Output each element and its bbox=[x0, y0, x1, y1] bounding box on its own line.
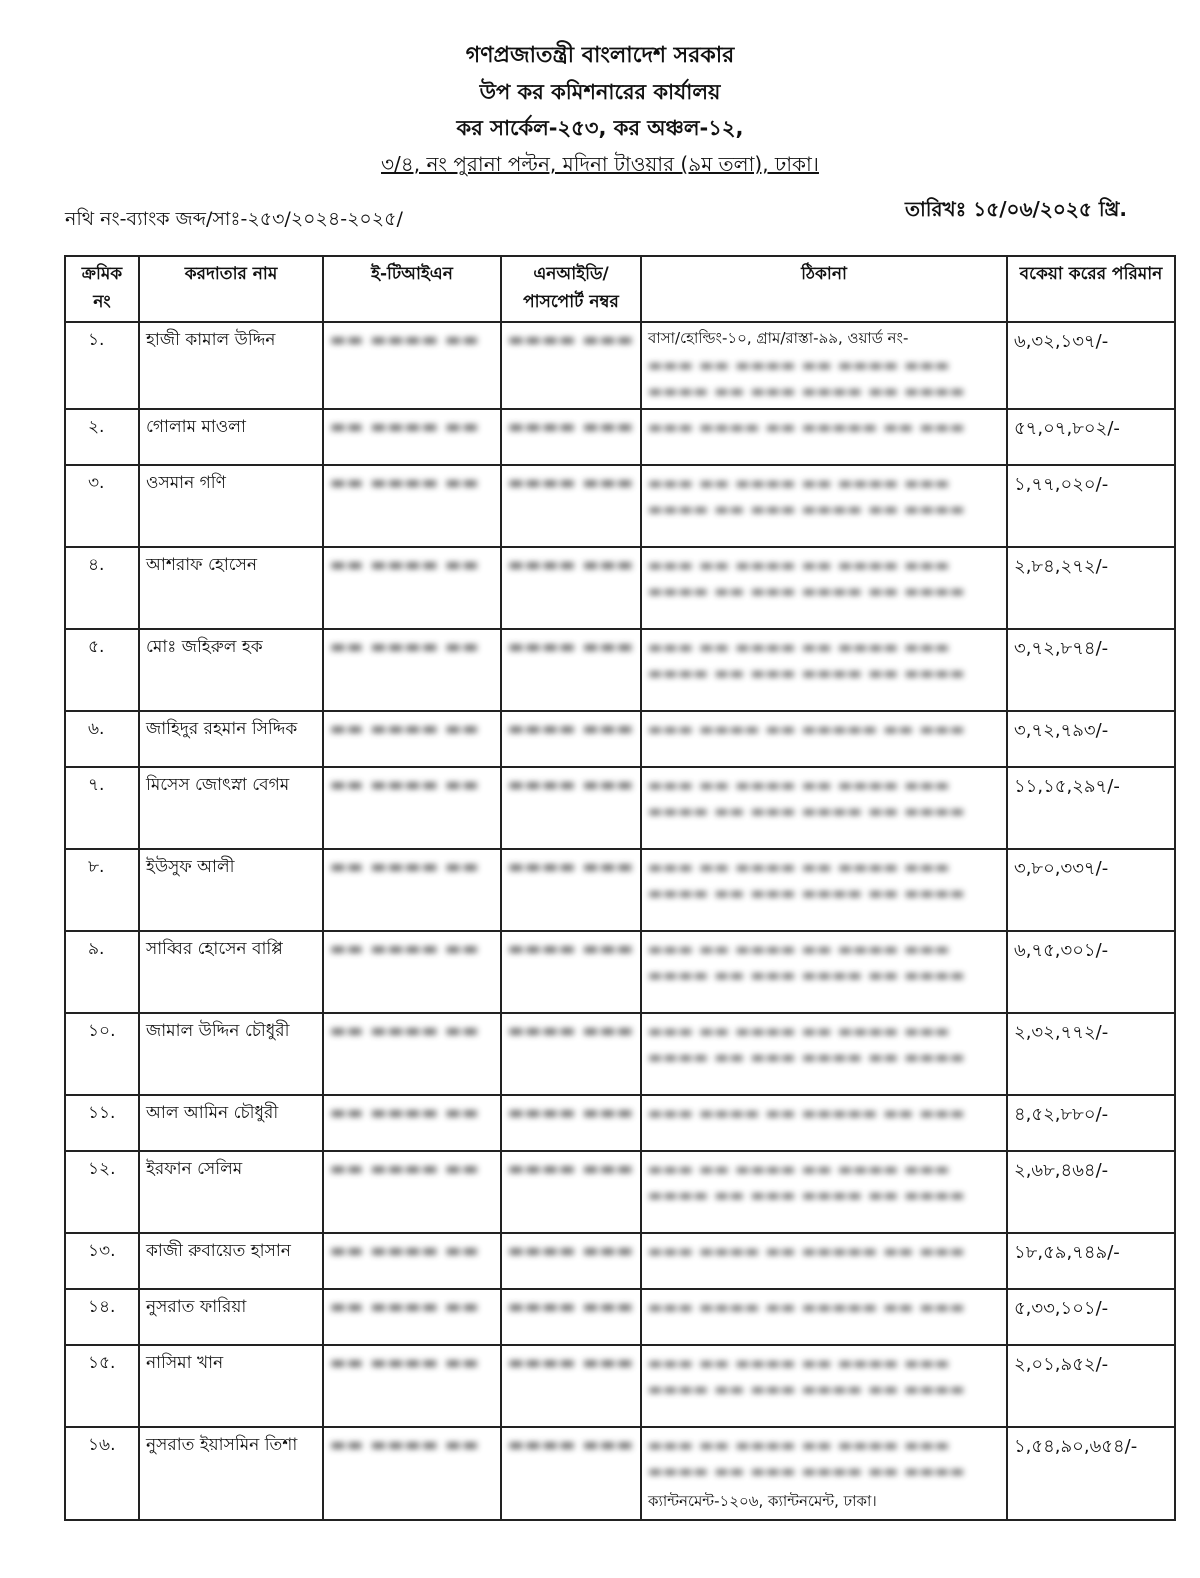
redacted-tin-value: ▬▬ ▬▬▬▬ ▬▬ bbox=[330, 719, 480, 739]
redacted-nid bbox=[501, 711, 641, 767]
redacted-tin-value: ▬▬ ▬▬▬▬ ▬▬ bbox=[330, 1021, 480, 1041]
taxpayer-address bbox=[641, 1233, 1007, 1289]
redacted-nid-value: ▬▬▬▬ ▬▬▬ bbox=[508, 1435, 634, 1455]
redacted-nid-value: ▬▬▬▬ ▬▬▬ bbox=[508, 555, 634, 575]
row-serial: ৪. bbox=[65, 547, 139, 629]
redacted-nid-value: ▬▬▬▬ ▬▬▬ bbox=[508, 417, 634, 437]
taxpayer-name: গোলাম মাওলা bbox=[139, 409, 323, 465]
redacted-address: ▬▬▬ ▬▬ ▬▬▬▬ ▬▬ ▬▬▬▬ ▬▬▬ ▬▬▬▬ ▬▬ ▬▬▬ ▬▬▬▬ ▬▬ ▬▬▬▬ bbox=[648, 776, 966, 820]
taxpayer-address bbox=[641, 931, 1007, 1013]
redacted-address: ▬▬▬ ▬▬▬▬ ▬▬ ▬▬▬▬▬ ▬▬ ▬▬▬ bbox=[648, 1298, 966, 1316]
table-row bbox=[65, 1427, 1175, 1520]
address-visible-part: বাসা/হোল্ডিং-১০, গ্রাম/রাস্তা-৯৯, ওয়ার্ড নং- bbox=[648, 329, 909, 347]
table-row bbox=[65, 1095, 1175, 1151]
row-serial: ১. bbox=[65, 322, 139, 409]
arrears-amount: ৫৭,০৭,৮০২/- bbox=[1007, 409, 1175, 465]
office-address: ৩/৪, নং পুরানা পল্টন, মদিনা টাওয়ার (৯ম তলা), ঢাকা। bbox=[381, 152, 819, 176]
arrears-amount: ১৮,৫৯,৭৪৯/- bbox=[1007, 1233, 1175, 1289]
redacted-address: ▬▬▬ ▬▬ ▬▬▬▬ ▬▬ ▬▬▬▬ ▬▬▬ ▬▬▬▬ ▬▬ ▬▬▬ ▬▬▬▬ ▬▬ ▬▬▬▬ bbox=[648, 474, 966, 518]
document-header bbox=[0, 38, 1200, 182]
table-row bbox=[65, 322, 1175, 409]
redacted-nid-value: ▬▬▬▬ ▬▬▬ bbox=[508, 775, 634, 795]
taxpayer-name: আল আমিন চৌধুরী bbox=[139, 1095, 323, 1151]
taxpayer-address bbox=[641, 1095, 1007, 1151]
redacted-tin bbox=[323, 547, 501, 629]
header-name: করদাতার নাম bbox=[139, 256, 323, 322]
redacted-nid bbox=[501, 1095, 641, 1151]
table-row bbox=[65, 629, 1175, 711]
office-title: উপ কর কমিশনারের কার্যালয় bbox=[479, 80, 721, 104]
redacted-tin bbox=[323, 465, 501, 547]
redacted-nid bbox=[501, 1013, 641, 1095]
redacted-tin bbox=[323, 629, 501, 711]
redacted-tin bbox=[323, 711, 501, 767]
taxpayer-name: মোঃ জহিরুল হক bbox=[139, 629, 323, 711]
row-serial: ১৪. bbox=[65, 1289, 139, 1345]
taxpayer-name: সাব্বির হোসেন বাপ্পি bbox=[139, 931, 323, 1013]
redacted-tin-value: ▬▬ ▬▬▬▬ ▬▬ bbox=[330, 1241, 480, 1261]
taxpayer-name: আশরাফ হোসেন bbox=[139, 547, 323, 629]
redacted-address: ▬▬▬ ▬▬ ▬▬▬▬ ▬▬ ▬▬▬▬ ▬▬▬ ▬▬▬▬ ▬▬ ▬▬▬ ▬▬▬▬ ▬▬ ▬▬▬▬ bbox=[648, 1160, 966, 1204]
taxpayer-address bbox=[641, 629, 1007, 711]
taxpayer-name: ইউসুফ আলী bbox=[139, 849, 323, 931]
arrears-amount: ২,০১,৯৫২/- bbox=[1007, 1345, 1175, 1427]
header-amount: বকেয়া করের পরিমান bbox=[1007, 256, 1175, 322]
taxpayer-address bbox=[641, 1151, 1007, 1233]
arrears-amount: ১,৫৪,৯০,৬৫৪/- bbox=[1007, 1427, 1175, 1520]
arrears-amount: ৬,৭৫,৩০১/- bbox=[1007, 931, 1175, 1013]
redacted-tin-value: ▬▬ ▬▬▬▬ ▬▬ bbox=[330, 939, 480, 959]
arrears-amount: ১১,১৫,২৯৭/- bbox=[1007, 767, 1175, 849]
redacted-nid bbox=[501, 629, 641, 711]
redacted-tin bbox=[323, 1233, 501, 1289]
redacted-tin bbox=[323, 1427, 501, 1520]
row-serial: ১৫. bbox=[65, 1345, 139, 1427]
row-serial: ৩. bbox=[65, 465, 139, 547]
arrears-amount: ৩,৮০,৩৩৭/- bbox=[1007, 849, 1175, 931]
row-serial: ১১. bbox=[65, 1095, 139, 1151]
redacted-nid-value: ▬▬▬▬ ▬▬▬ bbox=[508, 939, 634, 959]
taxpayer-name: নুসরাত ইয়াসমিন তিশা bbox=[139, 1427, 323, 1520]
redacted-tin-value: ▬▬ ▬▬▬▬ ▬▬ bbox=[330, 330, 480, 350]
redacted-tin-value: ▬▬ ▬▬▬▬ ▬▬ bbox=[330, 637, 480, 657]
redacted-tin bbox=[323, 1013, 501, 1095]
arrears-amount: ৩,৭২,৮৭৪/- bbox=[1007, 629, 1175, 711]
redacted-nid-value: ▬▬▬▬ ▬▬▬ bbox=[508, 330, 634, 350]
header-nid: এনআইডি/ পাসপোর্ট নম্বর bbox=[501, 256, 641, 322]
redacted-address: ▬▬▬ ▬▬ ▬▬▬▬ ▬▬ ▬▬▬▬ ▬▬▬ ▬▬▬▬ ▬▬ ▬▬▬ ▬▬▬▬ ▬▬ ▬▬▬▬ bbox=[648, 1022, 966, 1066]
redacted-tin bbox=[323, 409, 501, 465]
row-serial: ১২. bbox=[65, 1151, 139, 1233]
taxpayer-address bbox=[641, 322, 1007, 409]
redacted-nid bbox=[501, 409, 641, 465]
taxpayer-name: কাজী রুবায়েত হাসান bbox=[139, 1233, 323, 1289]
reference-number: নথি নং-ব্যাংক জব্দ/সাঃ-২৫৩/২০২৪-২০২৫/ bbox=[65, 208, 403, 230]
redacted-address: ▬▬▬ ▬▬ ▬▬▬▬ ▬▬ ▬▬▬▬ ▬▬▬ ▬▬▬▬ ▬▬ ▬▬▬ ▬▬▬▬ ▬▬ ▬▬▬▬ bbox=[648, 556, 966, 600]
redacted-tin-value: ▬▬ ▬▬▬▬ ▬▬ bbox=[330, 857, 480, 877]
taxpayer-address bbox=[641, 1427, 1007, 1520]
redacted-nid-value: ▬▬▬▬ ▬▬▬ bbox=[508, 637, 634, 657]
redacted-tin-value: ▬▬ ▬▬▬▬ ▬▬ bbox=[330, 1353, 480, 1373]
taxpayer-name: ওসমান গণি bbox=[139, 465, 323, 547]
arrears-amount: ৫,৩৩,১০১/- bbox=[1007, 1289, 1175, 1345]
redacted-nid bbox=[501, 1233, 641, 1289]
redacted-nid bbox=[501, 465, 641, 547]
table-header-row bbox=[65, 256, 1175, 322]
redacted-nid-value: ▬▬▬▬ ▬▬▬ bbox=[508, 1353, 634, 1373]
taxpayer-name: ইরফান সেলিম bbox=[139, 1151, 323, 1233]
table-row bbox=[65, 711, 1175, 767]
redacted-nid-value: ▬▬▬▬ ▬▬▬ bbox=[508, 1297, 634, 1317]
taxpayer-address bbox=[641, 465, 1007, 547]
redacted-nid bbox=[501, 1289, 641, 1345]
arrears-amount: ২,৬৮,৪৬৪/- bbox=[1007, 1151, 1175, 1233]
arrears-amount: ৪,৫২,৮৮০/- bbox=[1007, 1095, 1175, 1151]
redacted-nid bbox=[501, 931, 641, 1013]
arrears-amount: ৬,৩২,১৩৭/- bbox=[1007, 322, 1175, 409]
table-row bbox=[65, 1345, 1175, 1427]
taxpayer-name: জাহিদুর রহমান সিদ্দিক bbox=[139, 711, 323, 767]
redacted-tin-value: ▬▬ ▬▬▬▬ ▬▬ bbox=[330, 417, 480, 437]
taxpayer-name: নাসিমা খান bbox=[139, 1345, 323, 1427]
table-row bbox=[65, 849, 1175, 931]
taxpayer-address bbox=[641, 547, 1007, 629]
row-serial: ৯. bbox=[65, 931, 139, 1013]
redacted-nid bbox=[501, 1345, 641, 1427]
redacted-address: ▬▬▬ ▬▬ ▬▬▬▬ ▬▬ ▬▬▬▬ ▬▬▬ ▬▬▬▬ ▬▬ ▬▬▬ ▬▬▬▬ ▬▬ ▬▬▬▬ bbox=[648, 940, 966, 984]
table-row bbox=[65, 465, 1175, 547]
redacted-address: ▬▬▬ ▬▬▬▬ ▬▬ ▬▬▬▬▬ ▬▬ ▬▬▬ bbox=[648, 418, 966, 436]
redacted-tin-value: ▬▬ ▬▬▬▬ ▬▬ bbox=[330, 775, 480, 795]
taxpayer-address bbox=[641, 711, 1007, 767]
row-serial: ১৩. bbox=[65, 1233, 139, 1289]
arrears-amount: ৩,৭২,৭৯৩/- bbox=[1007, 711, 1175, 767]
redacted-tin-value: ▬▬ ▬▬▬▬ ▬▬ bbox=[330, 473, 480, 493]
redacted-address: ▬▬▬ ▬▬ ▬▬▬▬ ▬▬ ▬▬▬▬ ▬▬▬ ▬▬▬▬ ▬▬ ▬▬▬ ▬▬▬▬ ▬▬ ▬▬▬▬ bbox=[648, 1436, 966, 1480]
table-row bbox=[65, 1233, 1175, 1289]
redacted-tin bbox=[323, 849, 501, 931]
table-row bbox=[65, 1289, 1175, 1345]
redacted-nid bbox=[501, 849, 641, 931]
redacted-nid bbox=[501, 1151, 641, 1233]
redacted-nid-value: ▬▬▬▬ ▬▬▬ bbox=[508, 1103, 634, 1123]
redacted-address: ▬▬▬ ▬▬ ▬▬▬▬ ▬▬ ▬▬▬▬ ▬▬▬ ▬▬▬▬ ▬▬ ▬▬▬ ▬▬▬▬ ▬▬ ▬▬▬▬ bbox=[648, 356, 966, 400]
redacted-nid bbox=[501, 1427, 641, 1520]
row-serial: ৬. bbox=[65, 711, 139, 767]
taxpayer-name: হাজী কামাল উদ্দিন bbox=[139, 322, 323, 409]
document-date: তারিখঃ ১৫/০৬/২০২৫ খ্রি. bbox=[905, 197, 1128, 221]
redacted-tin bbox=[323, 931, 501, 1013]
redacted-address: ▬▬▬ ▬▬ ▬▬▬▬ ▬▬ ▬▬▬▬ ▬▬▬ ▬▬▬▬ ▬▬ ▬▬▬ ▬▬▬▬ ▬▬ ▬▬▬▬ bbox=[648, 858, 966, 902]
redacted-nid bbox=[501, 547, 641, 629]
redacted-nid-value: ▬▬▬▬ ▬▬▬ bbox=[508, 857, 634, 877]
redacted-nid-value: ▬▬▬▬ ▬▬▬ bbox=[508, 473, 634, 493]
table-row bbox=[65, 767, 1175, 849]
redacted-nid-value: ▬▬▬▬ ▬▬▬ bbox=[508, 1241, 634, 1261]
arrears-amount: ১,৭৭,০২০/- bbox=[1007, 465, 1175, 547]
taxpayer-address bbox=[641, 1345, 1007, 1427]
government-title: গণপ্রজাতন্ত্রী বাংলাদেশ সরকার bbox=[465, 43, 735, 68]
taxpayer-address bbox=[641, 767, 1007, 849]
taxpayer-name: মিসেস জোৎস্না বেগম bbox=[139, 767, 323, 849]
redacted-tin-value: ▬▬ ▬▬▬▬ ▬▬ bbox=[330, 1297, 480, 1317]
table-row bbox=[65, 409, 1175, 465]
redacted-address: ▬▬▬ ▬▬▬▬ ▬▬ ▬▬▬▬▬ ▬▬ ▬▬▬ bbox=[648, 1242, 966, 1260]
row-serial: ১০. bbox=[65, 1013, 139, 1095]
redacted-tin bbox=[323, 1151, 501, 1233]
redacted-address: ▬▬▬ ▬▬▬▬ ▬▬ ▬▬▬▬▬ ▬▬ ▬▬▬ bbox=[648, 1104, 966, 1122]
redacted-nid-value: ▬▬▬▬ ▬▬▬ bbox=[508, 1021, 634, 1041]
row-serial: ১৬. bbox=[65, 1427, 139, 1520]
header-sl: ক্রমিক নং bbox=[65, 256, 139, 322]
row-serial: ৮. bbox=[65, 849, 139, 931]
taxpayer-address bbox=[641, 1289, 1007, 1345]
redacted-tin bbox=[323, 1095, 501, 1151]
redacted-nid-value: ▬▬▬▬ ▬▬▬ bbox=[508, 1159, 634, 1179]
taxpayer-address bbox=[641, 409, 1007, 465]
redacted-address: ▬▬▬ ▬▬ ▬▬▬▬ ▬▬ ▬▬▬▬ ▬▬▬ ▬▬▬▬ ▬▬ ▬▬▬ ▬▬▬▬ ▬▬ ▬▬▬▬ bbox=[648, 1354, 966, 1398]
redacted-tin-value: ▬▬ ▬▬▬▬ ▬▬ bbox=[330, 1159, 480, 1179]
row-serial: ৭. bbox=[65, 767, 139, 849]
arrears-amount: ২,৩২,৭৭২/- bbox=[1007, 1013, 1175, 1095]
table-row bbox=[65, 1151, 1175, 1233]
address-visible-tail: ক্যান্টনমেন্ট-১২০৬, ক্যান্টনমেন্ট, ঢাকা। bbox=[648, 1492, 877, 1510]
redacted-nid-value: ▬▬▬▬ ▬▬▬ bbox=[508, 719, 634, 739]
redacted-tin-value: ▬▬ ▬▬▬▬ ▬▬ bbox=[330, 1435, 480, 1455]
redacted-address: ▬▬▬ ▬▬▬▬ ▬▬ ▬▬▬▬▬ ▬▬ ▬▬▬ bbox=[648, 720, 966, 738]
taxpayer-address bbox=[641, 1013, 1007, 1095]
header-address: ঠিকানা bbox=[641, 256, 1007, 322]
table-row bbox=[65, 931, 1175, 1013]
redacted-nid bbox=[501, 767, 641, 849]
table-row bbox=[65, 1013, 1175, 1095]
tax-arrears-table bbox=[64, 255, 1174, 1521]
taxpayer-address bbox=[641, 849, 1007, 931]
circle-zone: কর সার্কেল-২৫৩, কর অঞ্চল-১২, bbox=[456, 116, 744, 140]
redacted-tin-value: ▬▬ ▬▬▬▬ ▬▬ bbox=[330, 555, 480, 575]
redacted-tin bbox=[323, 1345, 501, 1427]
arrears-amount: ২,৮৪,২৭২/- bbox=[1007, 547, 1175, 629]
redacted-tin bbox=[323, 767, 501, 849]
redacted-tin bbox=[323, 322, 501, 409]
redacted-tin bbox=[323, 1289, 501, 1345]
taxpayer-name: জামাল উদ্দিন চৌধুরী bbox=[139, 1013, 323, 1095]
redacted-tin-value: ▬▬ ▬▬▬▬ ▬▬ bbox=[330, 1103, 480, 1123]
row-serial: ৫. bbox=[65, 629, 139, 711]
redacted-address: ▬▬▬ ▬▬ ▬▬▬▬ ▬▬ ▬▬▬▬ ▬▬▬ ▬▬▬▬ ▬▬ ▬▬▬ ▬▬▬▬ ▬▬ ▬▬▬▬ bbox=[648, 638, 966, 682]
header-tin: ই-টিআইএন bbox=[323, 256, 501, 322]
table-row bbox=[65, 547, 1175, 629]
row-serial: ২. bbox=[65, 409, 139, 465]
taxpayer-name: নুসরাত ফারিয়া bbox=[139, 1289, 323, 1345]
redacted-nid bbox=[501, 322, 641, 409]
